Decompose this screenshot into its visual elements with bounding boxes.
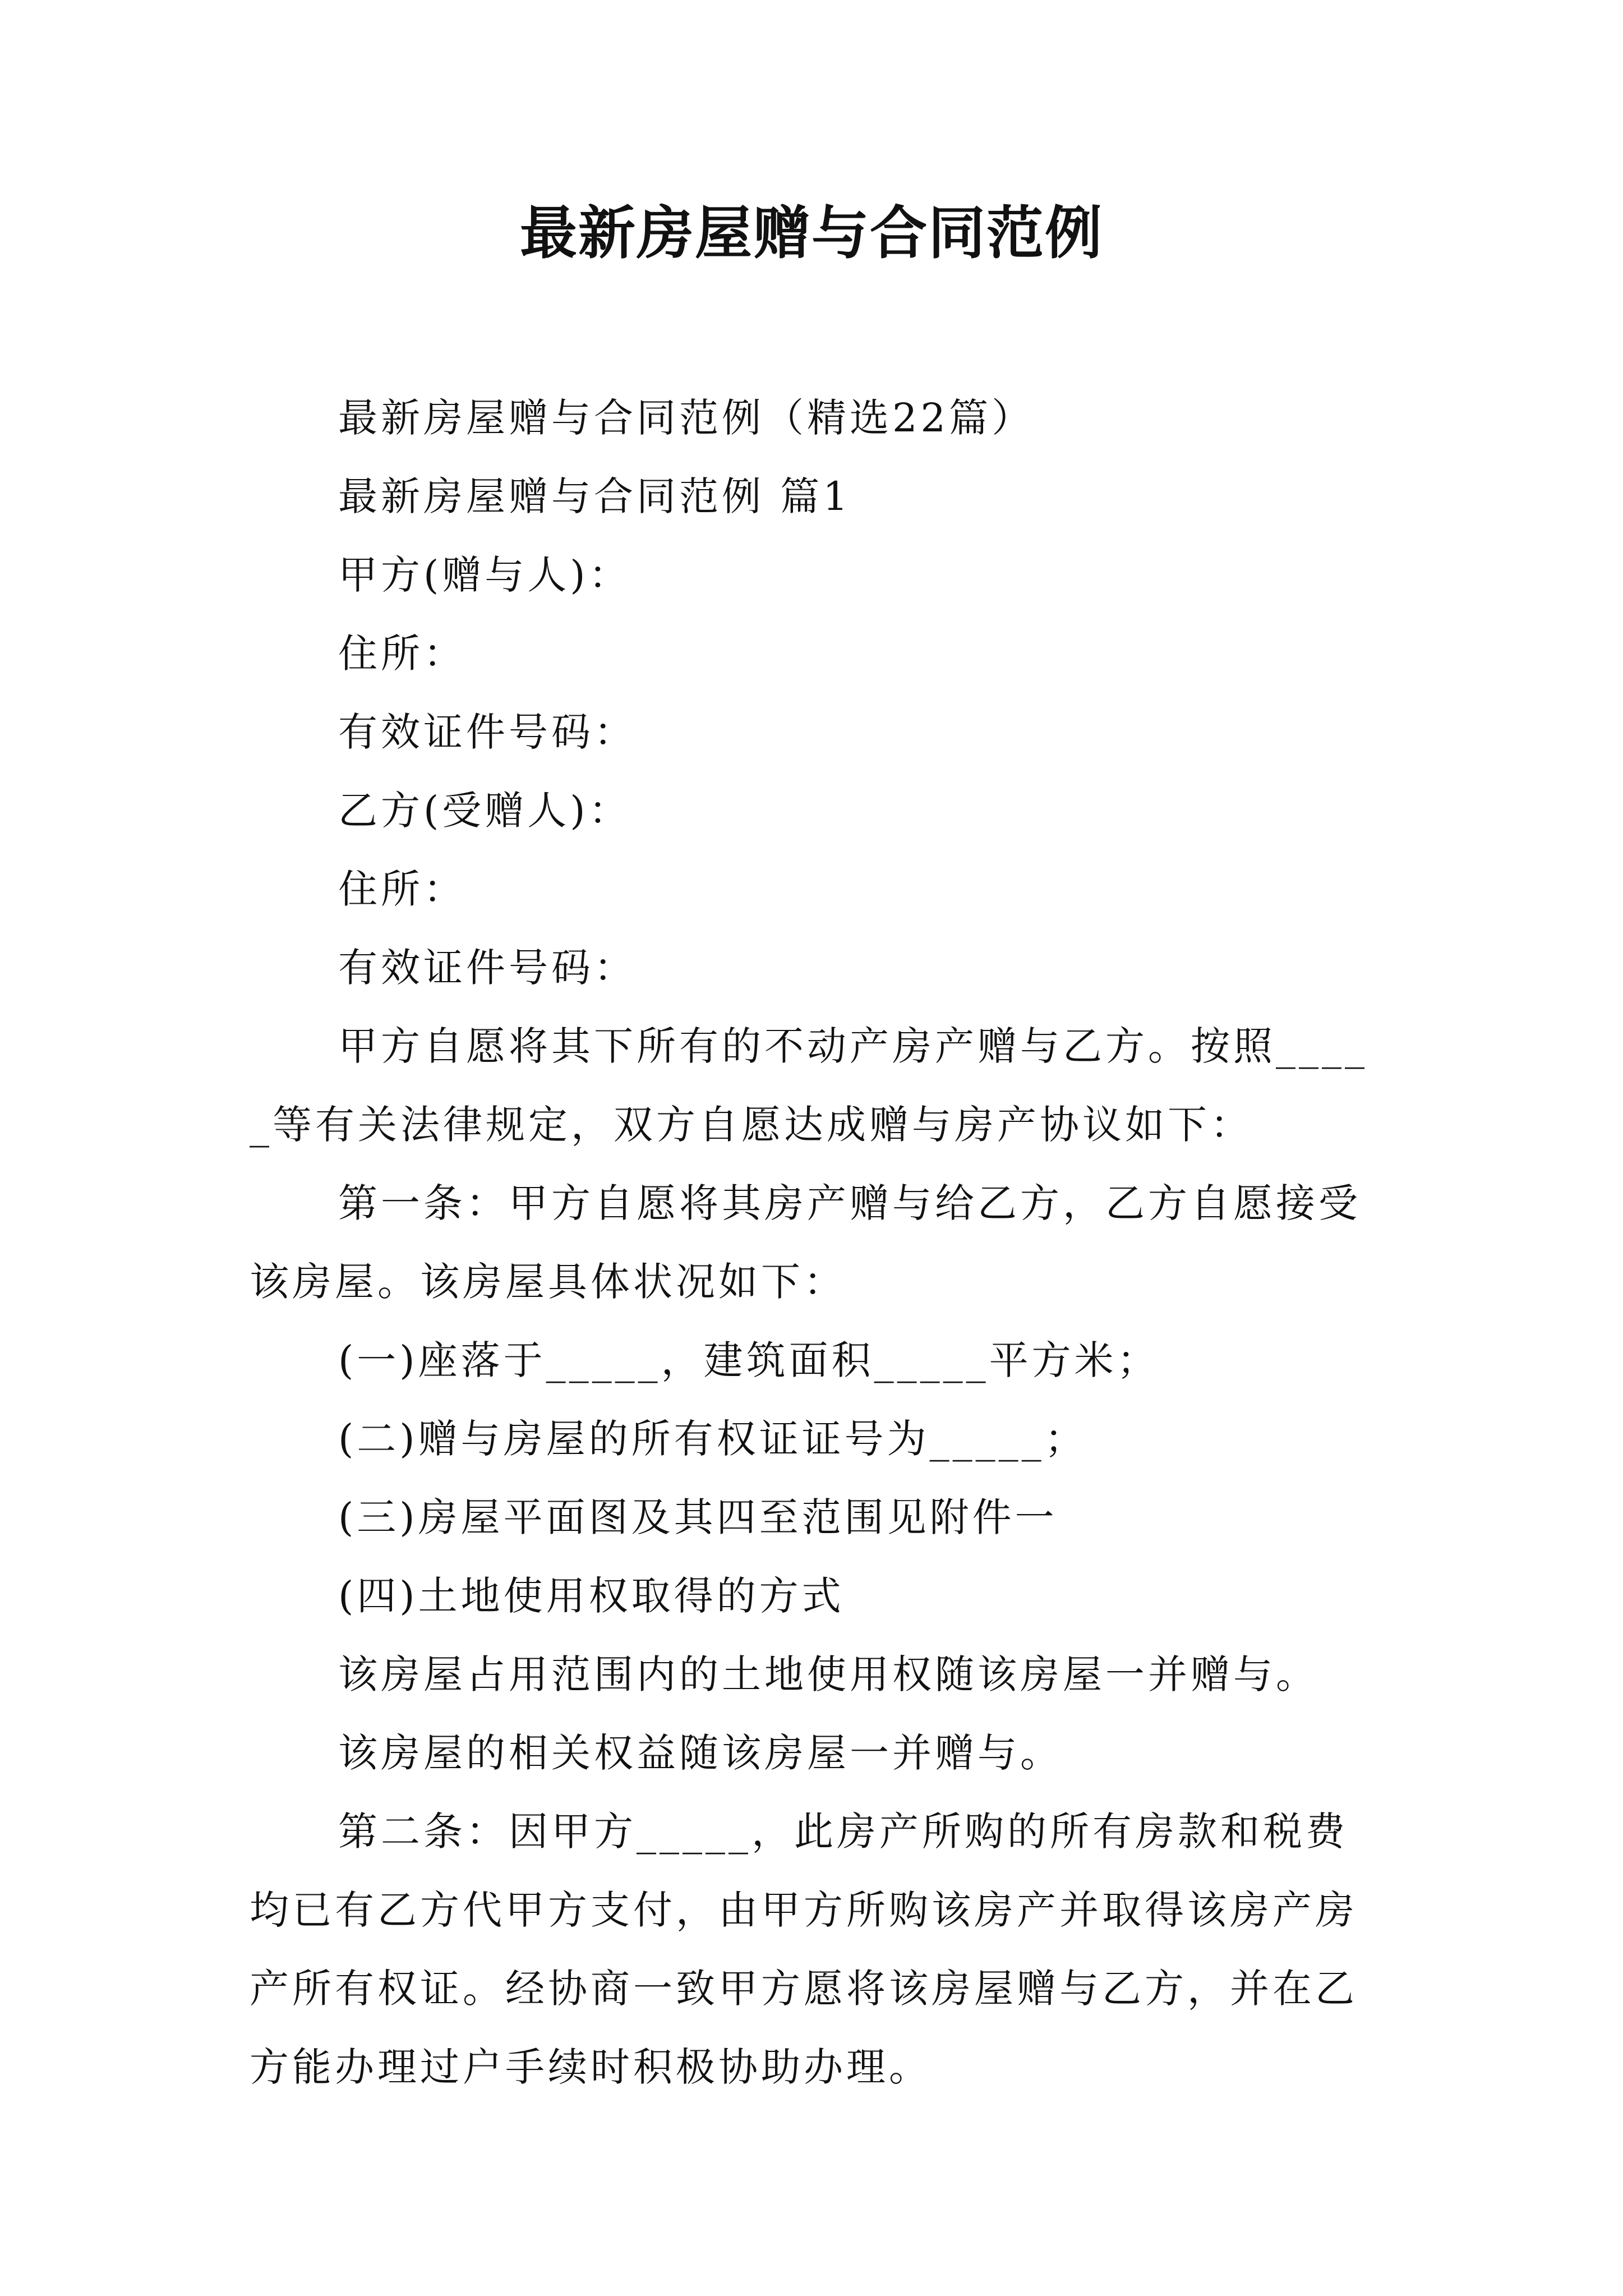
paragraph-subtitle: 最新房屋赠与合同范例（精选22篇） (338, 395, 1035, 441)
paragraph-section-heading: 最新房屋赠与合同范例 篇1 (338, 473, 851, 519)
paragraph-related-rights: 该房屋的相关权益随该房屋一并赠与。 (338, 1730, 1063, 1776)
paragraph-party-b-address: 住所： (338, 866, 466, 912)
page-title: 最新房屋赠与合同范例 (520, 200, 1103, 267)
paragraph-article-1: 第一条：甲方自愿将其房产赠与给乙方，乙方自愿接受该房屋。该房屋具体状况如下： (250, 1180, 1361, 1305)
paragraph-item-4: (四)土地使用权取得的方式 (338, 1573, 845, 1619)
paragraph-party-a-address: 住所： (338, 631, 466, 677)
paragraph-party-b-id: 有效证件号码： (338, 945, 637, 991)
document-body (250, 379, 1388, 2106)
paragraph-item-3: (三)房屋平面图及其四至范围见附件一 (338, 1494, 1058, 1540)
paragraph-party-a: 甲方(赠与人)： (338, 552, 631, 598)
paragraph-item-1: (一)座落于_____，建筑面积_____平方米； (338, 1337, 1160, 1383)
paragraph-item-2: (二)赠与房屋的所有权证证号为_____； (338, 1416, 1087, 1462)
paragraph-article-2: 第二条：因甲方_____，此房产所购的所有房款和税费均已有乙方代甲方支付，由甲方所购该房产并取得该房产房产所有权证。经协商一致甲方愿将该房屋赠与乙方，并在乙方能办理过户手续时积极协助办理。 (250, 1809, 1358, 2090)
paragraph-party-a-id: 有效证件号码： (338, 709, 637, 755)
paragraph-preamble: 甲方自愿将其下所有的不动产房产赠与乙方。按照_____等有关法律规定，双方自愿达成赠与房产协议如下： (250, 1023, 1368, 1148)
paragraph-land-rights: 该房屋占用范围内的土地使用权随该房屋一并赠与。 (338, 1651, 1318, 1697)
paragraph-party-b: 乙方(受赠人)： (338, 788, 631, 834)
